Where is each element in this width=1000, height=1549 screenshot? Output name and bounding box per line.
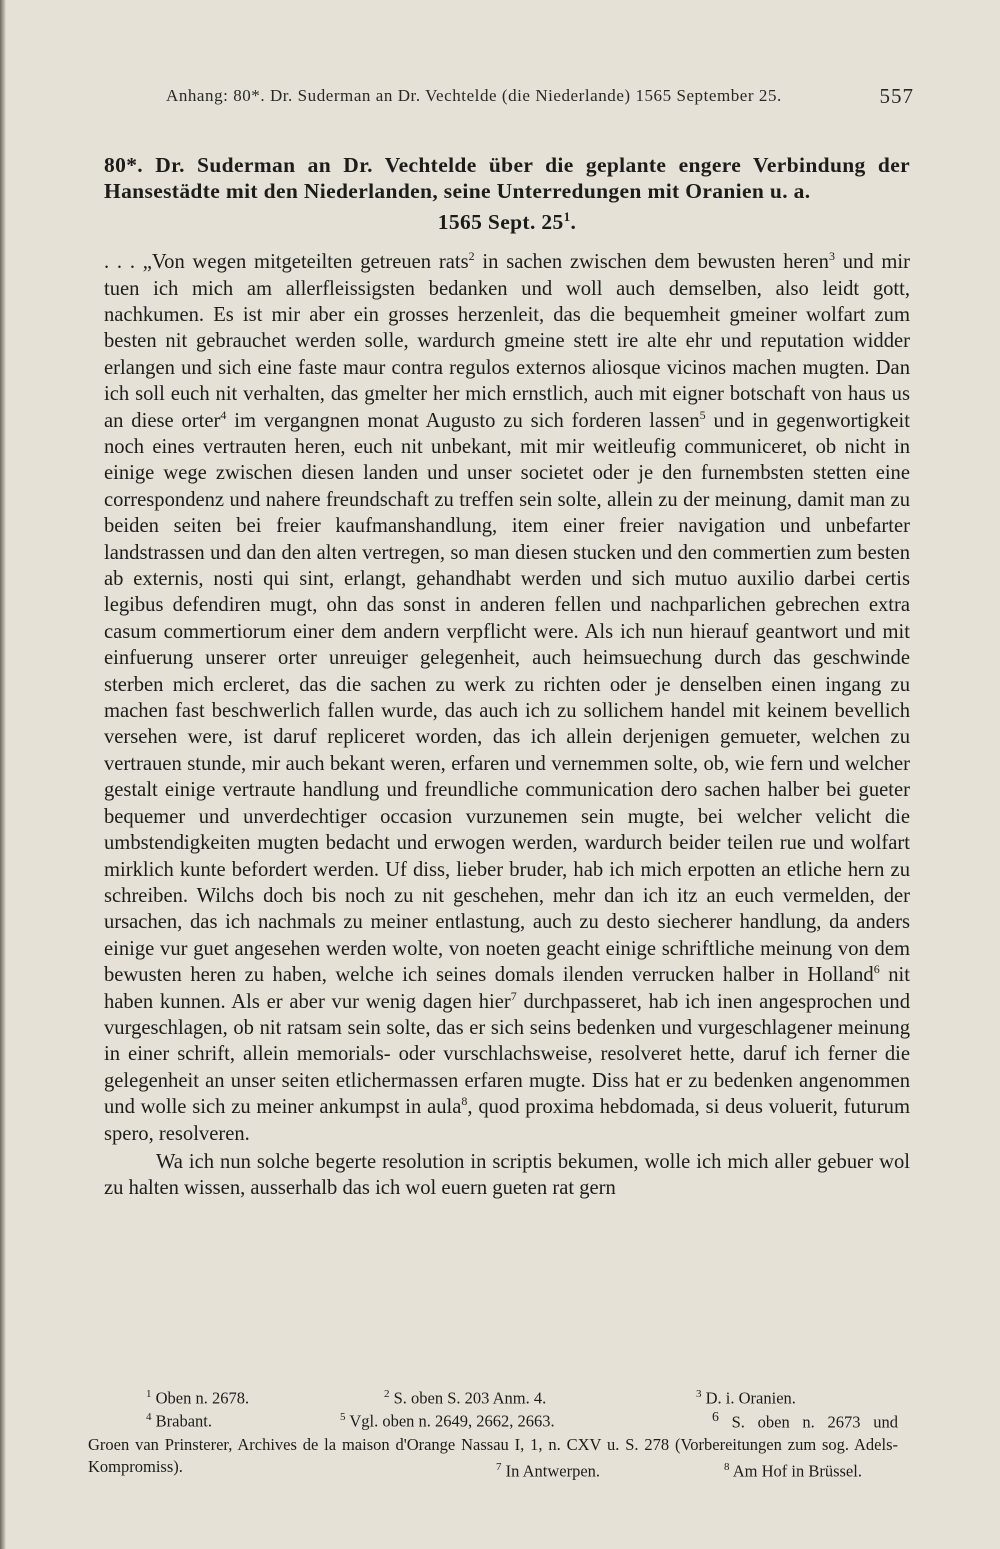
text-segment: in sachen zwischen dem bewusten heren (474, 251, 829, 274)
footnote-text: Oben n. 2678. (155, 1388, 250, 1408)
document-title-text: 80*. Dr. Suderman an Dr. Vechtelde über die geplante engere Verbindung der Hansestädte mit den Niederlanden, seine Unterredungen mit Oranien u. a. (104, 153, 910, 203)
document-date-text: 1565 Sept. 25 (437, 210, 564, 235)
document-title (104, 152, 910, 235)
footnote-mark: 5 (340, 1410, 346, 1423)
footnote-text: Vgl. oben n. 2649, 2662, 2663. (349, 1411, 555, 1430)
page-number: 557 (879, 84, 914, 108)
footnote-ref-1: 1 (563, 209, 571, 224)
footnote-text: In Antwerpen. (505, 1461, 601, 1481)
footnote-row (88, 1406, 898, 1429)
footnote-mark: 6 (712, 1408, 719, 1424)
text-segment: , quod proxima hebdomada, si deus voluerit, futurum spero, resolveren. (104, 1096, 910, 1145)
book-binding-edge (0, 0, 6, 1549)
footnote-ref-6: 6 (873, 962, 880, 977)
text-segment: und in gegenwortigkeit noch eines vertrauten heren, euch nit unbekant, mit mir weitleufig communiceret, ob nicht in einige wege zwischen diesen landen und unser societet oder je den furnembsten stetten eine correspondenz und nahere freundschaft zu treffen sein solte, allein zu der meinung, damit man zu beiden seiten bei freier kaufmanshandlung, item einer freier navigation und unbefarter landstrassen und dan den alten vertregen, so man diesen stucken und den commertien zum besten ab externis, nosti qui sint, erlangt, gehandhabt werden und sich mutuo auxilio darbei certis legibus defendiren mugt, ohn das sonst in anderen fellen und nachparlichen gebrechen extra casum commertiorum einer dem andern verpflicht were. Als ich nun hierauf geantwort und mit einfuerung unserer orter unreuiger gelegenheit, auch heimsuechung durch das geschwinde sterben mich ercleret, das die sachen zu werk zu richten oder je denselben einen ingang zu machen fast beschwerlich fallen wurde, das auch ich zu sollichem handel mit keinem bevellich versehen were, ist daruf repliceret worden, das ich allein derjenigen gemueter, welchen zu vertrauen stunde, mir auch bekant weren, erfaren und vernemmen solte, ob, wie fern und welcher gestalt einige vertraute handlung und freundliche communication dero sachen halber bei gueter bequemer und unverdechtiger occasion vurzunemen sein mugte, bei welcher velicht die umbstendigkeiten mugten bedacht und erwogen werden, wardurch beider teilen rue und wolfart mirklich kunte befordert werden. Uf diss, lieber bruder, hab ich mich erpotten an etliche hern zu schreiben. Wilchs doch bis noch zu nit geschehen, mehr dan ich itz an euch vermelden, der ursachen, das ich nachmals zu meiner entlastung, auch zu desto siecherer handlung, da anders einige vur guet angesehen werden wolte, von noeten geacht einige schriftliche meinung von dem bewusten heren zu haben, welche ich seines domals ilenden verrucken halber in Holland (104, 409, 910, 987)
footnote-text: D. i. Oranien. (705, 1388, 796, 1408)
footnote-text: Am Hof in Brüssel. (732, 1461, 862, 1481)
paragraph-2: Wa ich nun solche begerte resolution in scriptis bekumen, wolle ich mich aller gebuer wol zu halten wissen, ausserhalb das ich wol euern gueten rat gern (104, 1150, 910, 1200)
footnote-mark: 7 (496, 1461, 502, 1473)
footnote-text: Brabant. (155, 1411, 212, 1430)
footnote-4 (146, 1406, 212, 1433)
running-header (104, 74, 914, 110)
footnote-ref-5: 5 (699, 407, 706, 422)
footnote-ref-4: 4 (220, 407, 227, 422)
text-segment: im vergangnen monat Augusto zu sich forderen lassen (226, 409, 700, 432)
footnote-mark: 1 (146, 1388, 152, 1400)
footnote-8 (724, 1456, 862, 1483)
paragraph-1 (104, 249, 910, 1147)
footnote-text: S. oben n. 2673 und Groen van Prinsterer, Archives de la maison d'Orange Nassau I, 1, n. CXV u. S. 278 (Vorbereitungen zum sog. Adels-Kompromiss). (88, 1412, 899, 1476)
footnote-row (88, 1383, 898, 1406)
footnote-ref-8: 8 (461, 1094, 468, 1109)
footnote-mark: 8 (724, 1461, 730, 1473)
footnote-mark: 4 (146, 1410, 152, 1423)
text-segment: durchpasseret, hab ich inen angesprochen und vurgeschlagen, ob nit ratsam sein solte, das er sich seins bedenken und vurgeschlagener meinung in einer schrift, allein memorials- oder vurschlachsweise, resolveret hette, daruf ich ferner die gelegenheit an unser seiten etlichermassen erfaren mugte. Diss hat er zu bedenken angenommen und wolle sich zu meiner ankumpst in aula (104, 990, 910, 1119)
footnote-mark: 2 (384, 1388, 390, 1400)
footnote-mark: 3 (696, 1388, 702, 1400)
footnote-text: S. oben S. 203 Anm. 4. (393, 1388, 547, 1408)
footnote-row (88, 1456, 898, 1479)
footnotes (88, 1383, 898, 1479)
footnote-7 (496, 1456, 600, 1483)
footnote-ref-2: 2 (468, 249, 475, 264)
footnote-5 (340, 1406, 555, 1433)
book-page (104, 74, 914, 1202)
letter-body (104, 249, 910, 1202)
document-date: 1565 Sept. $25^1$. (437, 209, 577, 235)
text-segment: . . . „Von wegen mitgeteilten getreuen rats (104, 251, 469, 274)
text-segment: nit haben kunnen. Als er aber vur wenig dagen hier (104, 964, 910, 1013)
footnote-ref-3: 3 (828, 249, 835, 264)
running-title: Anhang: 80*. Dr. Suderman an Dr. Vechtelde (die Niederlande) 1565 September 25. (166, 86, 782, 105)
footnote-ref-7: 7 (510, 988, 517, 1003)
text-segment: und mir tuen ich mich am allerfleissigsten bedanken und woll auch demselben, also leidt gott, nachkumen. Es ist mir aber ein grosses herzenleit, das die bequemheit gmeiner wolfart zum besten nit gebrauchet werden solle, wardurch gmeine stett ire alte ehr und reputation widder erlangen und sich eine faste maur contra regulos externos aliosque vicinos machen mugten. Dan ich soll euch nit verhalten, das gmelter her mich ernstlich, auch mit eigner botschaft von haus us an diese orter (104, 251, 911, 432)
